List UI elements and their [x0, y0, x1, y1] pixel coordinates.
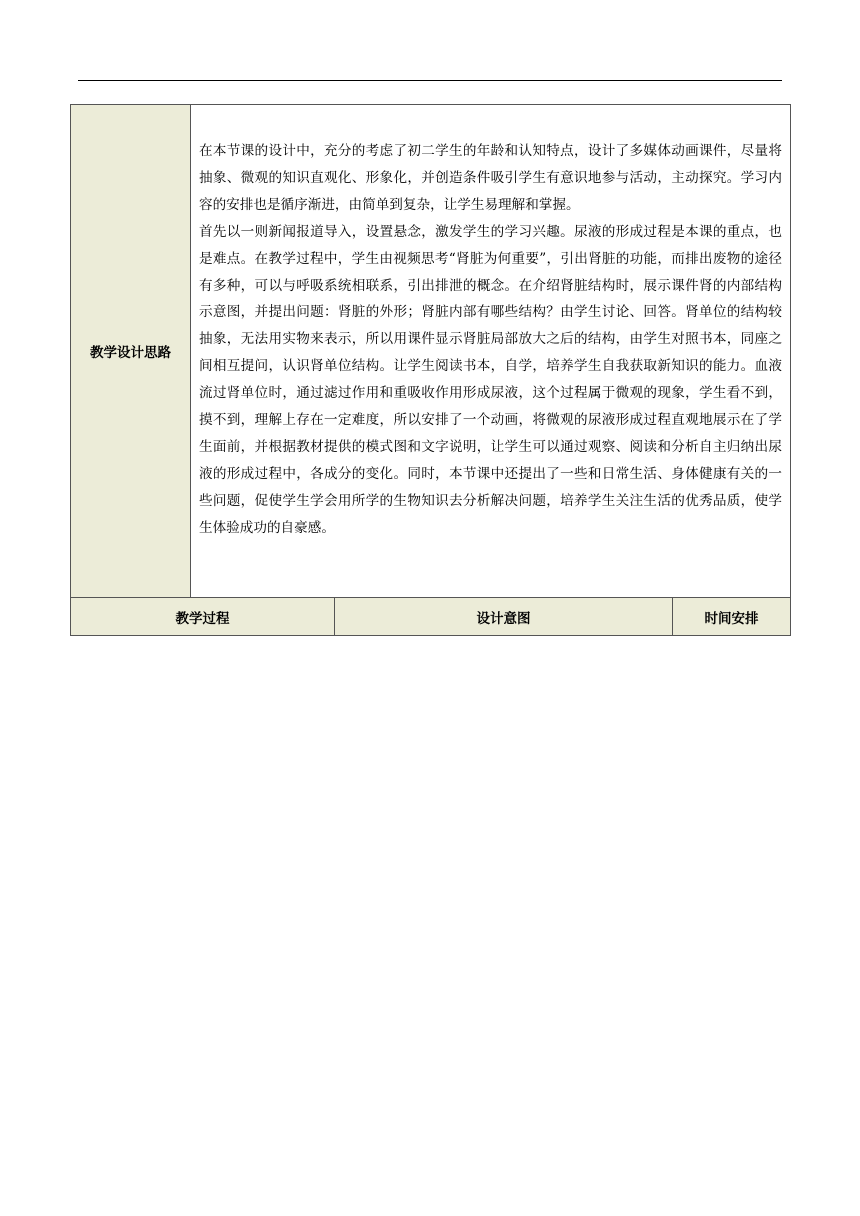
design-thinking-row: [71, 105, 791, 598]
design-paragraph-1: 在本节课的设计中，充分的考虑了初二学生的年龄和认知特点，设计了多媒体动画课件，尽量将抽象、微观的知识直观化、形象化，并创造条件吸引学生有意识地参与活动，主动探究。学习内容的安排也是循序渐进，由简单到复杂，让学生易理解和掌握。: [199, 143, 783, 213]
design-thinking-content: [191, 105, 791, 598]
teaching-process-header: 教学过程: [71, 598, 335, 636]
process-header-row: [71, 598, 791, 636]
header-rule: [78, 80, 782, 81]
time-arrangement-header: 时间安排: [673, 598, 791, 636]
design-intent-header: 设计意图: [335, 598, 673, 636]
design-paragraph-2: 首先以一则新闻报道导入，设置悬念，激发学生的学习兴趣。尿液的形成过程是本课的重点，也是难点。在教学过程中，学生由视频思考“肾脏为何重要”，引出肾脏的功能，而排出废物的途径有多种，可以与呼吸系统相联系，引出排泄的概念。在介绍肾脏结构时，展示课件肾的内部结构示意图，并提出问题：肾脏的外形；肾脏内部有哪些结构？由学生讨论、回答。肾单位的结构较抽象，无法用实物来表示，所以用课件显示肾脏局部放大之后的结构，由学生对照书本，同座之间相互提问，认识肾单位结构。让学生阅读书本，自学，培养学生自我获取新知识的能力。血液流过肾单位时，通过滤过作用和重吸收作用形成尿液，这个过程属于微观的现象，学生看不到，摸不到，理解上存在一定难度，所以安排了一个动画，将微观的尿液形成过程直观地展示在了学生面前，并根据教材提供的模式图和文字说明，让学生可以通过观察、阅读和分析自主归纳出尿液的形成过程中，各成分的变化。同时，本节课中还提出了一些和日常生活、身体健康有关的一些问题，促使学生学会用所学的生物知识去分析解决问题，培养学生关注生活的优秀品质，使学生体验成功的自豪感。: [199, 223, 783, 536]
lesson-plan-table: [70, 104, 791, 636]
design-thinking-label: 教学设计思路: [71, 105, 191, 598]
